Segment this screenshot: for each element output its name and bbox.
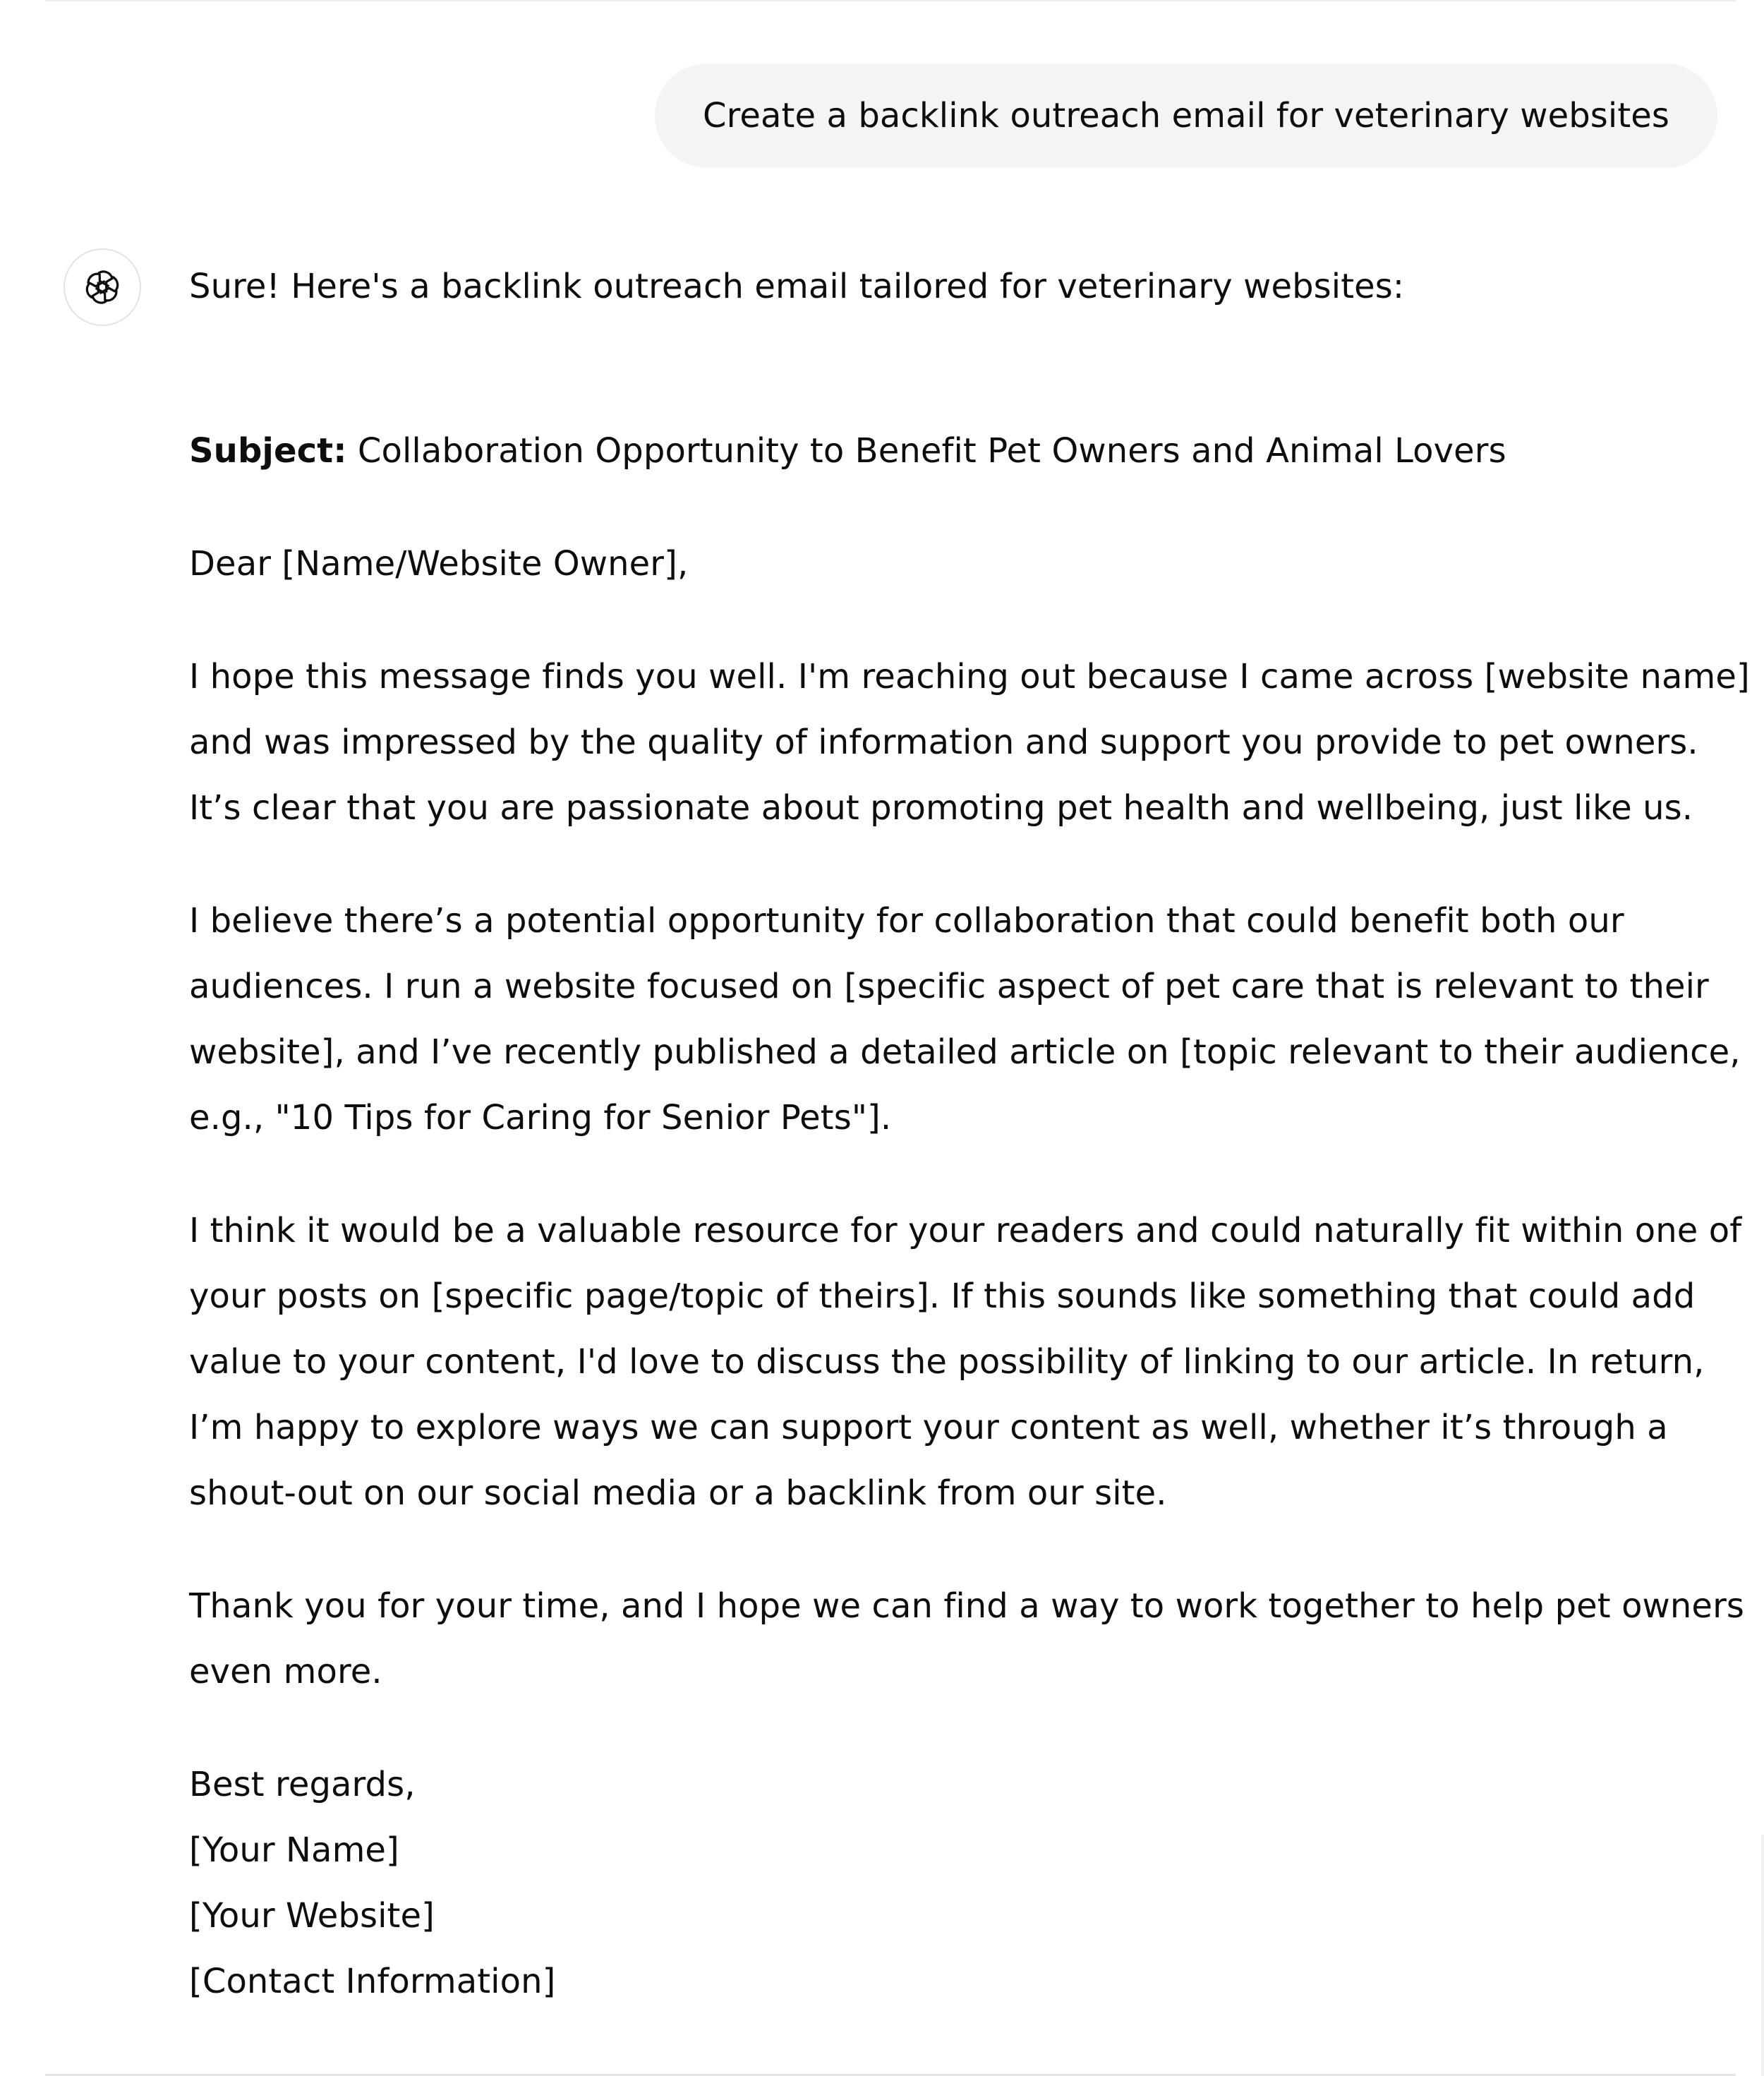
paragraph-line: I believe there’s a potential opportunity for collaboration that could benefit both our [189,901,1624,941]
assistant-message-content [189,248,1750,2015]
paragraph-line: value to your content, I'd love to discuss the possibility of linking to our article. In return, [189,1342,1705,1382]
paragraph-line: website], and I’ve recently published a detailed article on [topic relevant to their audience, [189,1032,1741,1072]
email-paragraph-3 [189,1198,1742,1526]
email-paragraph-4 [189,1574,1745,1705]
paragraph-line: I’m happy to explore ways we can support your content as well, whether it’s through a [189,1408,1668,1447]
email-signoff [189,1752,1722,2015]
assistant-intro-text: Sure! Here's a backlink outreach email tailored for veterinary websites: [189,267,1405,306]
top-divider [45,0,1736,1]
openai-logo-icon [80,265,124,309]
email-subject [189,418,1722,484]
paragraph-line: Thank you for your time, and I hope we can find a way to work together to help pet owners [189,1586,1745,1626]
paragraph-line: shout-out on our social media or a backlink from our site. [189,1473,1167,1513]
user-message-bubble: Create a backlink outreach email for veterinary websites [655,64,1717,168]
signoff-line: [Your Name] [189,1830,399,1870]
email-subject-label: Subject: [189,431,347,471]
signoff-line: Best regards, [189,1765,416,1804]
signoff-line: [Contact Information] [189,1962,556,2001]
paragraph-line: e.g., "10 Tips for Caring for Senior Pets"]. [189,1098,892,1137]
email-subject-text: Collaboration Opportunity to Benefit Pet Owners and Animal Lovers [357,431,1506,471]
paragraph-line: It’s clear that you are passionate about promoting pet health and wellbeing, just like us. [189,788,1693,828]
paragraph-line: even more. [189,1652,382,1691]
email-paragraph-1 [189,644,1750,841]
paragraph-line: your posts on [specific page/topic of theirs]. If this sounds like something that could add [189,1277,1696,1316]
paragraph-line: and was impressed by the quality of information and support you provide to pet owners. [189,723,1698,762]
email-paragraph-2 [189,888,1741,1151]
assistant-avatar [64,248,141,326]
email-greeting: Dear [Name/Website Owner], [189,544,689,584]
signoff-line: [Your Website] [189,1896,435,1936]
paragraph-line: I hope this message finds you well. I'm reaching out because I came across [website name] [189,657,1750,696]
scroll-edge [1761,1835,1764,2076]
paragraph-line: I think it would be a valuable resource for your readers and could naturally fit within one of [189,1211,1742,1250]
paragraph-line: audiences. I run a website focused on [specific aspect of pet care that is relevant to their [189,967,1709,1006]
user-message-row [655,64,1717,168]
